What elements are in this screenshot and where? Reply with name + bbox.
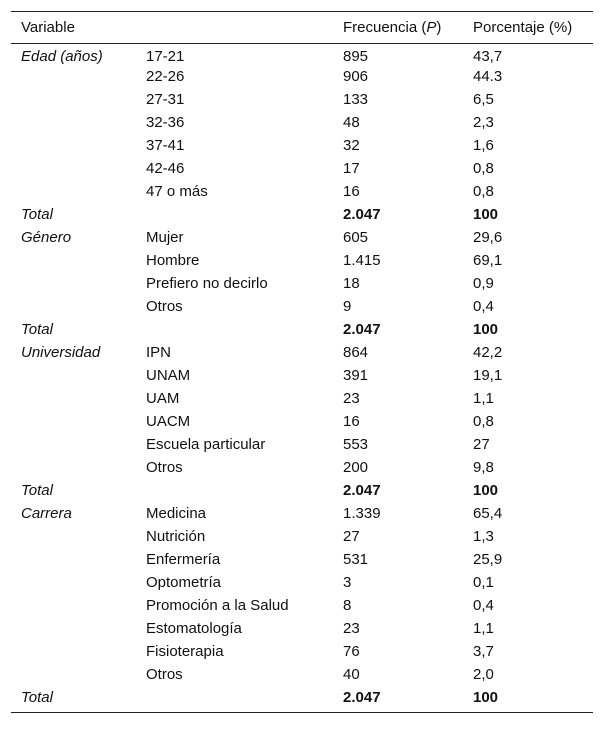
table-row xyxy=(11,136,593,159)
table-row xyxy=(11,274,593,297)
variable-cell-empty xyxy=(11,435,136,458)
percentage-cell: 0,9 xyxy=(473,275,494,292)
percentage-cell: 1,6 xyxy=(473,137,494,154)
percentage-cell: 2,0 xyxy=(473,666,494,683)
table-row xyxy=(11,159,593,182)
variable-cell-empty xyxy=(11,113,136,136)
category-cell: UACM xyxy=(146,413,191,430)
variable-cell-empty xyxy=(11,458,136,481)
category-cell: Otros xyxy=(146,459,183,476)
total-row xyxy=(11,320,593,343)
category-cell: Hombre xyxy=(146,252,200,269)
percentage-cell: 0,8 xyxy=(473,160,494,177)
percentage-cell: 25,9 xyxy=(473,551,503,568)
percentage-cell: 0,8 xyxy=(473,183,494,200)
frequency-cell: 531 xyxy=(343,551,369,568)
variable-cell-empty xyxy=(11,182,136,205)
frequency-cell: 16 xyxy=(343,183,360,200)
category-cell: 42-46 xyxy=(146,160,185,177)
variable-cell-empty xyxy=(11,251,136,274)
total-row xyxy=(11,688,593,713)
variable-cell-empty xyxy=(11,665,136,688)
total-row xyxy=(11,205,593,228)
table-row xyxy=(11,389,593,412)
total-label: Total xyxy=(11,688,136,713)
category-cell: Estomatología xyxy=(146,620,242,637)
percentage-cell: 0,4 xyxy=(473,597,494,614)
percentage-cell: 65,4 xyxy=(473,505,503,522)
table-row xyxy=(11,573,593,596)
table-row xyxy=(11,343,593,366)
table-header xyxy=(11,12,593,44)
variable-cell-empty xyxy=(11,159,136,182)
total-percentage: 100 xyxy=(463,688,593,713)
total-category-empty xyxy=(136,688,333,713)
category-cell: Prefiero no decirlo xyxy=(146,275,268,292)
variable-cell-empty xyxy=(11,596,136,619)
percentage-cell: 27 xyxy=(473,436,490,453)
category-cell: IPN xyxy=(146,344,172,361)
total-frequency: 2.047 xyxy=(333,688,463,713)
percentage-cell: 42,2 xyxy=(473,344,503,361)
total-row xyxy=(11,481,593,504)
table-row xyxy=(11,228,593,251)
variable-cell-empty xyxy=(11,297,136,320)
category-cell: 47 o más xyxy=(146,183,208,200)
table-row xyxy=(11,412,593,435)
variable-cell-empty xyxy=(11,67,136,90)
variable-cell-empty xyxy=(11,274,136,297)
category-cell: Medicina xyxy=(146,505,207,522)
category-cell: 17-21 xyxy=(146,48,185,65)
total-label: Total xyxy=(21,482,53,499)
variable-cell-empty xyxy=(11,550,136,573)
frequency-cell: 906 xyxy=(343,68,369,85)
total-category-empty xyxy=(136,205,333,228)
frequency-cell: 27 xyxy=(343,528,360,545)
table-row xyxy=(11,642,593,665)
category-cell: 22-26 xyxy=(146,68,185,85)
percentage-cell: 0,8 xyxy=(473,413,494,430)
percentage-cell: 44.3 xyxy=(473,68,503,85)
percentage-cell: 69,1 xyxy=(473,252,503,269)
percentage-cell: 0,1 xyxy=(473,574,494,591)
category-cell: Promoción a la Salud xyxy=(146,597,289,614)
variable-name: Carrera xyxy=(21,505,72,522)
category-cell: Escuela particular xyxy=(146,436,266,453)
percentage-cell: 1,1 xyxy=(473,620,494,637)
frequency-cell: 17 xyxy=(343,160,360,177)
header-frequency-prefix: Frecuencia ( xyxy=(343,19,427,36)
total-category-empty xyxy=(136,481,333,504)
category-cell: UNAM xyxy=(146,367,191,384)
total-category-empty xyxy=(136,320,333,343)
variable-name: Edad (años) xyxy=(21,48,103,65)
frequency-cell: 133 xyxy=(343,91,369,108)
frequency-cell: 9 xyxy=(343,298,352,315)
variable-cell-empty xyxy=(11,389,136,412)
table-row xyxy=(11,458,593,481)
frequency-cell: 16 xyxy=(343,413,360,430)
table-row xyxy=(11,550,593,573)
demographics-table xyxy=(11,11,593,713)
table-row xyxy=(11,527,593,550)
variable-cell-empty xyxy=(11,619,136,642)
total-percentage: 100 xyxy=(473,206,499,223)
table-row xyxy=(11,596,593,619)
variable-cell-empty xyxy=(11,412,136,435)
category-cell: Otros xyxy=(146,666,183,683)
variable-cell-empty xyxy=(11,136,136,159)
category-cell: Otros xyxy=(146,298,183,315)
frequency-cell: 48 xyxy=(343,114,360,131)
table-row xyxy=(11,665,593,688)
table-row xyxy=(11,67,593,90)
table-row xyxy=(11,435,593,458)
table-body xyxy=(11,44,593,713)
variable-cell-empty xyxy=(11,642,136,665)
table-row xyxy=(11,113,593,136)
table-row xyxy=(11,619,593,642)
data-table-container xyxy=(11,11,593,713)
table-row xyxy=(11,297,593,320)
frequency-cell: 76 xyxy=(343,643,360,660)
percentage-cell: 0,4 xyxy=(473,298,494,315)
variable-cell-empty xyxy=(11,573,136,596)
category-cell: Enfermería xyxy=(146,551,221,568)
variable-name: Género xyxy=(21,229,72,246)
variable-cell-empty xyxy=(11,90,136,113)
category-cell: 37-41 xyxy=(146,137,185,154)
frequency-cell: 200 xyxy=(343,459,369,476)
frequency-cell: 391 xyxy=(343,367,369,384)
frequency-cell: 8 xyxy=(343,597,352,614)
percentage-cell: 1,1 xyxy=(473,390,494,407)
table-row xyxy=(11,90,593,113)
frequency-cell: 18 xyxy=(343,275,360,292)
variable-name: Universidad xyxy=(21,344,101,361)
header-frequency-suffix: ) xyxy=(436,19,442,36)
frequency-cell: 40 xyxy=(343,666,360,683)
header-percentage: Porcentaje (%) xyxy=(463,12,593,44)
frequency-cell: 23 xyxy=(343,620,360,637)
percentage-cell: 43,7 xyxy=(473,48,503,65)
frequency-cell: 605 xyxy=(343,229,369,246)
total-frequency: 2.047 xyxy=(343,321,381,338)
header-row xyxy=(11,12,593,44)
category-cell: Mujer xyxy=(146,229,184,246)
frequency-cell: 1.415 xyxy=(343,252,381,269)
variable-cell-empty xyxy=(11,366,136,389)
total-percentage: 100 xyxy=(473,321,499,338)
table-row xyxy=(11,44,593,68)
frequency-cell: 553 xyxy=(343,436,369,453)
total-frequency: 2.047 xyxy=(343,482,381,499)
percentage-cell: 2,3 xyxy=(473,114,494,131)
total-label: Total xyxy=(21,206,53,223)
category-cell: 27-31 xyxy=(146,91,185,108)
frequency-cell: 1.339 xyxy=(343,505,381,522)
category-cell: 32-36 xyxy=(146,114,185,131)
frequency-cell: 3 xyxy=(343,574,352,591)
variable-cell-empty xyxy=(11,527,136,550)
percentage-cell: 6,5 xyxy=(473,91,494,108)
category-cell: UAM xyxy=(146,390,180,407)
category-cell: Fisioterapia xyxy=(146,643,224,660)
frequency-cell: 895 xyxy=(343,48,369,65)
table-row xyxy=(11,182,593,205)
frequency-cell: 864 xyxy=(343,344,369,361)
category-cell: Nutrición xyxy=(146,528,206,545)
frequency-cell: 23 xyxy=(343,390,360,407)
total-frequency: 2.047 xyxy=(343,206,381,223)
percentage-cell: 1,3 xyxy=(473,528,494,545)
category-cell: Optometría xyxy=(146,574,222,591)
table-row xyxy=(11,366,593,389)
percentage-cell: 19,1 xyxy=(473,367,503,384)
frequency-cell: 32 xyxy=(343,137,360,154)
percentage-cell: 3,7 xyxy=(473,643,494,660)
header-frequency xyxy=(333,12,463,44)
table-row xyxy=(11,504,593,527)
header-variable: Variable xyxy=(11,12,136,44)
total-percentage: 100 xyxy=(473,482,499,499)
table-row xyxy=(11,251,593,274)
header-category xyxy=(136,12,333,44)
header-frequency-symbol: P xyxy=(426,19,437,36)
percentage-cell: 9,8 xyxy=(473,459,494,476)
percentage-cell: 29,6 xyxy=(473,229,503,246)
total-label: Total xyxy=(21,321,53,338)
